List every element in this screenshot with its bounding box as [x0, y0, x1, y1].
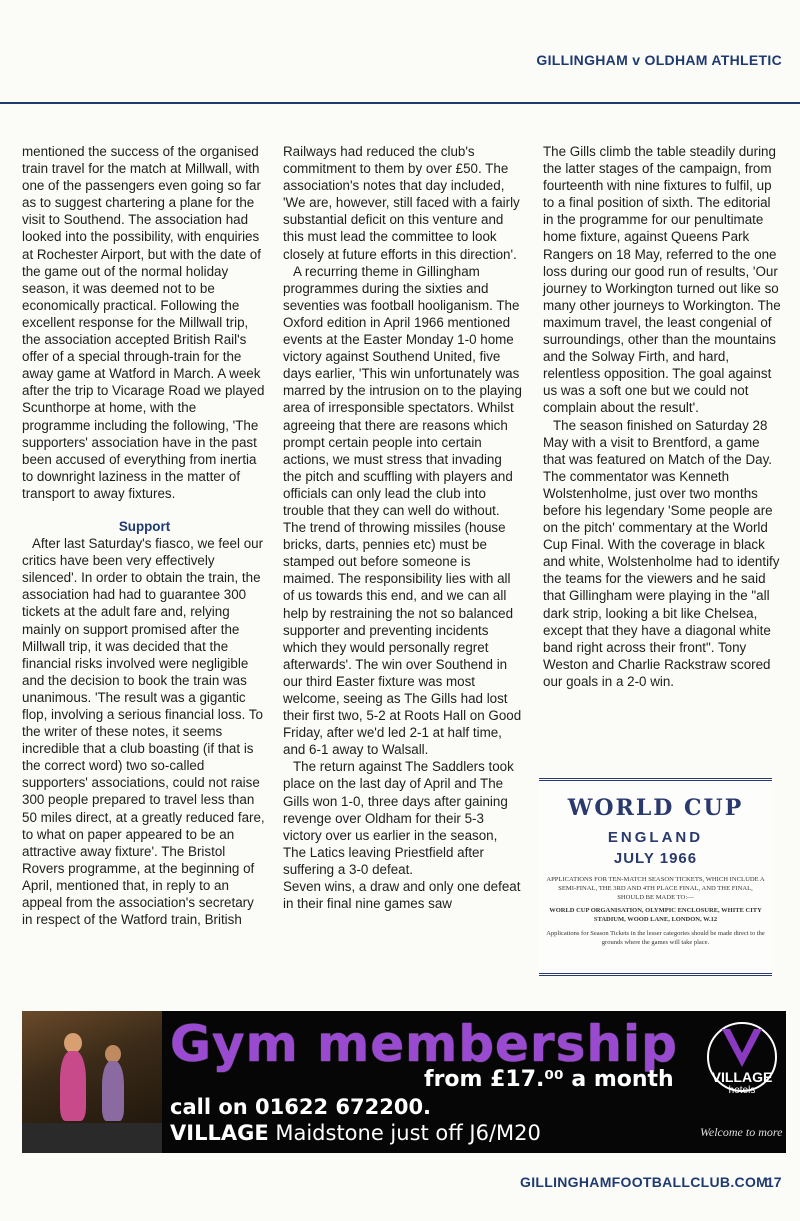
article-column-2	[283, 143, 523, 912]
ad-brand: VILLAGE	[170, 1121, 269, 1145]
ad-location	[170, 1121, 541, 1145]
page-number: 17	[766, 1174, 782, 1190]
article-column-3	[543, 143, 783, 690]
paragraph: Railways had reduced the club's commitment to them by over £50. The association's notes that day included, 'We are, however, still faced with a fairly substantial deficit on this venture and this must lead the committee to look closely at future efforts in this direction'.	[283, 144, 520, 262]
gym-class-photo	[22, 1011, 162, 1153]
ad-location-text: Maidstone just off J6/M20	[268, 1121, 541, 1145]
footer-website: GILLINGHAMFOOTBALLCLUB.COM	[520, 1174, 769, 1190]
ad-price: from £17.⁰⁰ a month	[424, 1067, 674, 1092]
ad-tagline: Welcome to more	[700, 1125, 783, 1139]
world-cup-date: JULY 1966	[613, 850, 698, 867]
world-cup-address: WORLD CUP ORGANISATION, OLYMPIC ENCLOSURE, WHITE CITY STADIUM, WOOD LANE, LONDON, W.12	[549, 907, 762, 923]
logo-brand: VILLAGE	[711, 1069, 773, 1085]
paragraph: A recurring theme in Gillingham programmes during the sixties and seventies was football hooliganism. The Oxford edition in April 1966 mentioned events at the Easter Monday 1-0 home victory against Southend United, five days earlier, 'This win unfortunately was marred by the intrusion on to the playing area of irresponsible spectators. Whilst agreeing that there are reasons which prompt certain people into certain actions, we must stress that invading the pitch and scuffling with players and officials can only lead the club into trouble that they can well do without. The trend of throwing missiles (house bricks, darts, pennies etc) must be stamped out before someone is maimed. The responsibility lies with all of us towards this end, and we can all help by restraining the not so balanced supporter and preventing incidents which they would personally regret afterwards'. The win over Southend in our third Easter fixture was most welcome, seeing as The Gills had lost their first two, 5-2 at Roots Hall on Good Friday, after we'd led 2-1 at half time, and 6-1 away to Walsall.	[283, 263, 522, 758]
world-cup-application-text: APPLICATIONS FOR TEN-MATCH SEASON TICKETS, WHICH INCLUDE A SEMI-FINAL, THE 3RD AND 4TH PLACE FINAL, AND THE FINAL, SHOULD BE MADE TO:—	[546, 876, 765, 901]
header-divider	[0, 102, 800, 104]
world-cup-note: Applications for Season Tickets in the lesser categories should be made direct to the grounds where the games will take place.	[546, 930, 765, 946]
paragraph: The season finished on Saturday 28 May with a visit to Brentford, a game that was featured on Match of the Day. The commentator was Kenneth Wolstenholme, just over two months before his legendary 'Some people are on the pitch' commentary at the World Cup Final. With the coverage in black and white, Wolstenholme had to identify the teams for the viewers and he said that Gillingham were playing in the "all dark strip, looking a bit like Chelsea, except that they have a diagonal white band right across their front". Tony Weston and Charlie Rackstraw scored our goals in a 2-0 win.	[543, 417, 780, 689]
village-logo-text	[702, 1069, 782, 1096]
section-subheading: Support	[118, 518, 171, 534]
paragraph: After last Saturday's fiasco, we feel our critics have been very effectively silenced'. In order to obtain the train, the association had had to guarantee 300 tickets at the adult fare and, relying mainly on support promised after the Millwall trip, it was decided that the financial risks involved were negligible and the decision to book the train was unanimous. 'The result was a gigantic flop, involving a serious financial loss. To the writer of these notes, it seems incredible that a club boasting (if that is the correct word) two so-called supporters' associations, could not raise 300 people prepared to travel less than 50 miles direct, at a greatly reduced fare, to what on paper appeared to be an attractive away fixture'. The Bristol Rovers programme, at the beginning of April, mentioned that, in reply to an appeal from the association's secretary in respect of the Watford train, British	[22, 536, 265, 928]
world-cup-country: ENGLAND	[607, 829, 704, 846]
paragraph: Seven wins, a draw and only one defeat in their final nine games saw	[283, 879, 521, 912]
world-cup-title: WORLD CUP	[567, 795, 744, 821]
paragraph: mentioned the success of the organised train travel for the match at Millwall, with one of the passengers even going so far as to suggest chartering a plane for the visit to Southend. The association had looked into the possibility, with enquiries at Rochester Airport, but with the date of the game out of the normal holiday season, it was deemed not to be economically practical. Following the excellent response for the Millwall trip, the association accepted British Rail's offer of a special through-train for the away game at Watford in March. A week after the trip to Vicarage Road we played Scunthorpe at home, with the programme including the following, 'The supporters' association have in the past been accused of everything from inertia to downright laziness in the matter of transport to away fixtures.	[22, 144, 265, 501]
world-cup-advert	[539, 778, 772, 976]
gym-advert-banner	[22, 1011, 786, 1153]
logo-sub: hotels	[728, 1085, 756, 1096]
ad-phone: call on 01622 672200.	[170, 1095, 432, 1119]
page-header-title: GILLINGHAM v OLDHAM ATHLETIC	[536, 52, 782, 68]
paragraph: The return against The Saddlers took place on the last day of April and The Gills won 1-0, three days after gaining revenge over Oldham for their 5-3 victory over us earlier in the season, The Latics leaving Priestfield after suffering a 3-0 defeat.	[283, 759, 514, 877]
article-column-1	[22, 143, 267, 928]
paragraph: The Gills climb the table steadily during the latter stages of the campaign, from fourteenth with nine fixtures to fulfil, up to a final position of sixth. The editorial in the programme for our penultimate home fixture, against Queens Park Rangers on 18 May, referred to the one loss during our good run of results, 'Our journey to Workington turned out like so many other journeys to Workington. The maximum travel, the least congenial of surroundings, other than the mountains and the Solway Firth, and hard, relentless opposition. The goal against us was a soft one but we could not complain about the result'.	[543, 144, 781, 416]
ad-headline: Gym membership	[170, 1015, 678, 1073]
